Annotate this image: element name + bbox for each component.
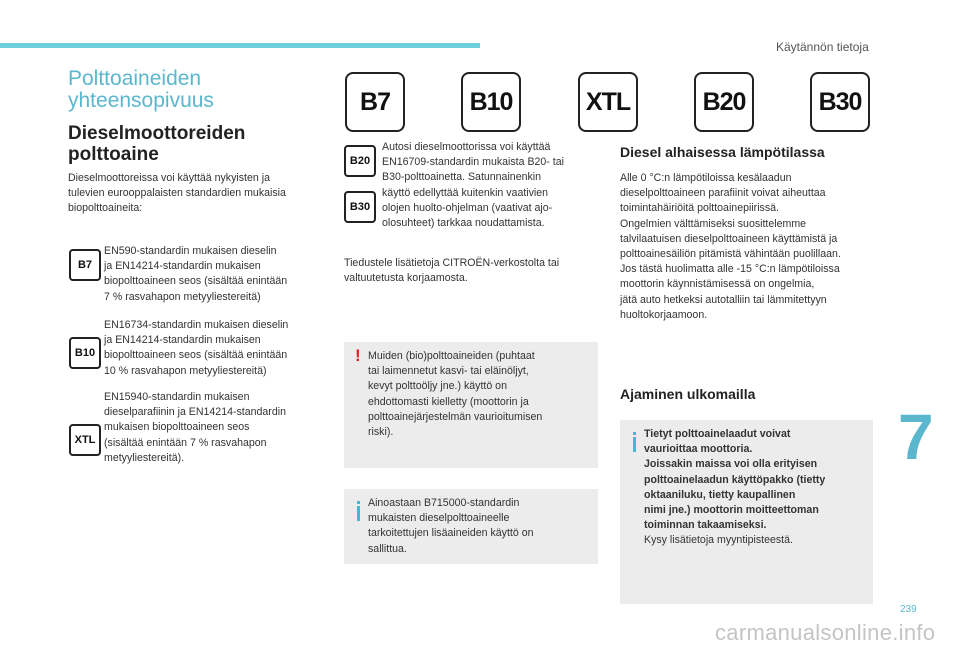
warning-note: ! Muiden (bio)polttoaineiden (puhtaat tai laimennetut kasvi- tai eläinöljyt, kevyt polttoöljy jne.) käyttö on ehdottomasti kielletty (moottorin ja polttoainejärjestelmän vaurioitumisen riski). xyxy=(344,342,598,468)
chapter-number: 7 xyxy=(898,401,934,473)
xtl-badge-small: XTL xyxy=(69,424,101,456)
b20-badge-small: B20 xyxy=(344,145,376,177)
diesel-fuel-intro: Dieselmoottoreissa voi käyttää nykyisten ja tulevien eurooppalaisten standardien mukaisia biopolttoaineita: xyxy=(68,172,286,215)
abroad-info-note: Tietyt polttoainelaadut voivat vaurioittaa moottoria. Joissakin maissa voi olla erityisen polttoainelaadun käyttöpakko (tietty oktaaniluku, tietty kaupallinen nimi jne.) moottorin moitteettoman toiminnan takaamiseksi. Kysy lisätietoja myyntipisteestä. xyxy=(620,420,873,604)
section-header: Käytännön tietoja xyxy=(776,40,869,54)
xtl-description: EN15940-standardin mukaisen dieselparafiinin ja EN14214-standardin mukaisen biopolttoaineen seos (sisältää enintään 7 % rasvahapon metyyliestereitä). xyxy=(104,391,286,464)
b7-badge-small: B7 xyxy=(69,249,101,281)
b7-badge-large: B7 xyxy=(345,72,405,132)
info-icon xyxy=(633,432,638,452)
warning-exclamation-icon: ! xyxy=(355,346,361,365)
info-icon xyxy=(357,501,362,521)
network-contact-text: Tiedustele lisätietoja CITROËN-verkostolta tai valtuutetusta korjaamosta. xyxy=(344,257,560,285)
b20-badge-large: B20 xyxy=(694,72,754,132)
page-number: 239 xyxy=(900,604,917,615)
info-note: Ainoastaan B715000-standardin mukaisten dieselpolttoaineelle tarkoitettujen lisäaineiden käyttö on sallittua. xyxy=(344,489,598,564)
b10-badge-large: B10 xyxy=(461,72,521,132)
b30-badge-large: B30 xyxy=(810,72,870,132)
b10-badge-small: B10 xyxy=(69,337,101,369)
diesel-fuel-heading: Dieselmoottoreiden polttoaine xyxy=(68,123,246,165)
b7-description: EN590-standardin mukaisen dieselin ja EN14214-standardin mukaisen biopolttoaineen seos (sisältää enintään 7 % rasvahapon metyyliestereitä) xyxy=(104,245,288,303)
cold-diesel-text: Alle 0 °C:n lämpötiloissa kesälaadun dieselpolttoaineen parafiinit voivat aiheuttaa toimintahäiriöitä polttoainepiirissä. Ongelmien välttämiseksi suosittelemme talvilaatuisen dieselpolttoaineen käyttämistä ja polttoainesäiliön pitämistä vähintään puolillaan. Jos tästä huolimatta alle -15 °C:n lämpötiloissa moottorin käynnistämisessä on ongelmia, jätä auto hetkeksi autotalliin tai lämmitettyyn huoltokorjaamoon. xyxy=(620,172,841,321)
b20-b30-description: Autosi dieselmoottorissa voi käyttää EN16709-standardin mukaista B20- tai B30-polttoainetta. Satunnainenkin käyttö edellyttää kuitenkin vaativien olojen huolto-ohjelman (vaativat ajo- olosuhteet) tarkkaa noudattamista. xyxy=(382,141,564,230)
driving-abroad-heading: Ajaminen ulkomailla xyxy=(620,386,756,402)
b30-badge-small: B30 xyxy=(344,191,376,223)
xtl-badge-large: XTL xyxy=(578,72,638,132)
section-color-bar xyxy=(0,43,480,48)
b10-description: EN16734-standardin mukaisen dieselin ja EN14214-standardin mukaisen biopolttoaineen seos (sisältää enintään 10 % rasvahapon metyyliestereitä) xyxy=(104,319,289,377)
page-title: Polttoaineiden yhteensopivuus xyxy=(68,67,214,112)
cold-diesel-heading: Diesel alhaisessa lämpötilassa xyxy=(620,144,825,160)
watermark: carmanualsonline.info xyxy=(715,620,936,645)
